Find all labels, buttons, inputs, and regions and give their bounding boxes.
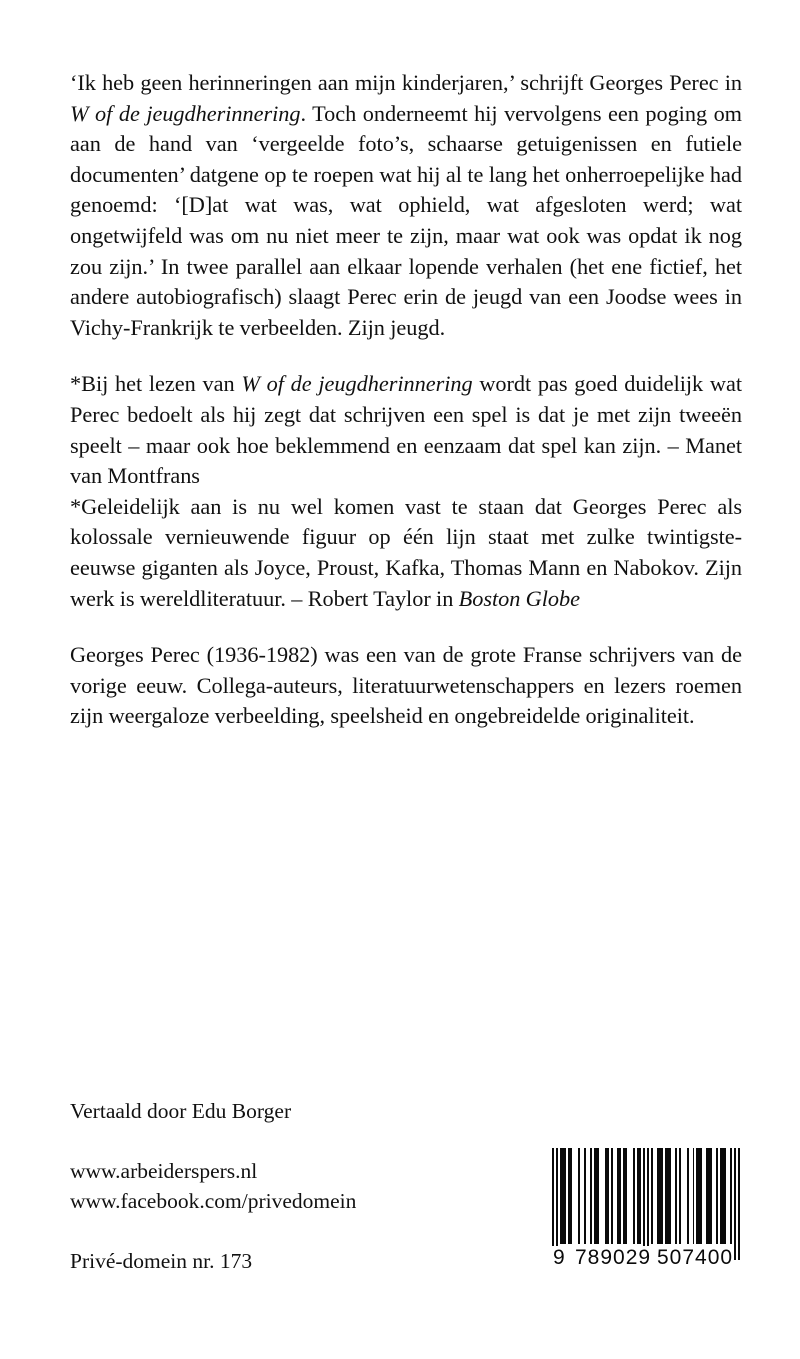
barcode-bar [738,1148,740,1260]
quote-1-asterisk: * [70,371,82,397]
barcode-bar [651,1148,653,1244]
barcode-bar [637,1148,641,1244]
quote-2-seg-1: Geleidelijk aan is nu wel komen vast te staan dat Georges Perec als kolossale vernieuwende figuur op één lijn staat met zulke twintigste-eeuwse giganten als Joyce, Proust, Kafka, Thomas Mann en Nabokov. Zijn werk is wereldliteratuur. – Robert Taylor in [70,493,742,611]
footer-spacer-2 [70,1216,520,1246]
footer-spacer-1 [70,1126,520,1156]
barcode [552,1148,740,1270]
barcode-bar [623,1148,627,1244]
barcode-bar [556,1148,558,1260]
barcode-digit-lead: 9 [553,1246,566,1269]
barcode-bar [590,1148,592,1244]
barcode-bar [552,1148,554,1260]
series-number: Privé-domein nr. 173 [70,1249,253,1273]
quote-2-asterisk: * [70,493,82,519]
barcode-bar [605,1148,609,1244]
barcode-bar [720,1148,726,1244]
barcode-bar [693,1148,695,1244]
barcode-bar [716,1148,718,1244]
barcode-bar [594,1148,600,1244]
quote-2-source-italic: Boston Globe [458,585,580,611]
footer-block [70,1096,520,1276]
quote-1-title-italic: W of de jeugdherinnering [241,371,473,397]
blurb-p1-seg-3: . Toch onderneemt hij vervolgens een poging om aan de hand van ‘vergeelde foto’s, schaarse getuigenissen en futiele documenten’ datgene op te roepen wat hij al te lang het onherroepelijke had genoemd: ‘[D]at wat was, wat ophield, wat afgesloten werd; wat ongetwijfeld was om nu niet meer te zijn, maar wat ook was opdat ik nog zou zijn.’ In twee parallel aan elkaar lopende verhalen (het ene fictief, het andere autobiografisch) slaagt Perec erin de jeugd van een Joodse wees in Vichy-Frankrijk te verbeelden. Zijn jeugd. [70,100,742,340]
barcode-bar [643,1148,645,1260]
barcode-bar [633,1148,635,1244]
barcode-bar [675,1148,677,1244]
blurb-p1-seg-1: ‘Ik heb geen herinneringen aan mijn kinderjaren,’ schrijft Georges Perec in [70,70,742,95]
barcode-bar [665,1148,671,1244]
publisher-website[interactable]: www.arbeiderspers.nl [70,1159,258,1183]
blurb-paragraph-1 [70,68,742,343]
quote-1-seg-3: wordt pas goed duidelijk wat Perec bedoelt als hij zegt dat schrijven een spel is dat je met zijn tweeën speelt – maar ook hoe beklemmend en eenzaam dat spel kan zijn. – Manet van Montfrans [70,371,742,489]
barcode-bar [560,1148,566,1244]
barcode-digits-left: 789029 [575,1246,652,1269]
barcode-bar [568,1148,572,1244]
barcode-bar [657,1148,663,1244]
barcode-bar [611,1148,613,1244]
barcode-bar [696,1148,702,1244]
facebook-url[interactable]: www.facebook.com/privedomein [70,1189,357,1213]
barcode-digits [552,1246,740,1270]
blurb-bio-text: Georges Perec (1936-1982) was een van de grote Franse schrijvers van de vorige eeuw. Collega-auteurs, literatuurwetenschappers en lezers roemen zijn weergaloze verbeelding, speelsheid en ongebreidelde originaliteit. [70,642,742,729]
blurb-quotes-paragraph [70,369,742,614]
barcode-bar [578,1148,580,1244]
blurb-text-block [70,68,742,732]
blurb-author-bio [70,640,742,732]
barcode-bar [647,1148,649,1260]
barcode-bar [730,1148,732,1244]
blurb-p1-title-italic: W of de jeugdherinnering [70,100,301,126]
quote-1-seg-1: Bij het lezen van [81,371,242,397]
barcode-bar [584,1148,586,1244]
barcode-digits-right: 507400 [657,1246,734,1269]
barcode-bar [734,1148,736,1260]
translator-credit: Vertaald door Edu Borger [70,1099,292,1123]
barcode-bar [706,1148,712,1244]
barcode-bar [679,1148,681,1244]
barcode-bars [552,1148,740,1244]
barcode-bar [617,1148,621,1244]
barcode-bar [687,1148,689,1244]
